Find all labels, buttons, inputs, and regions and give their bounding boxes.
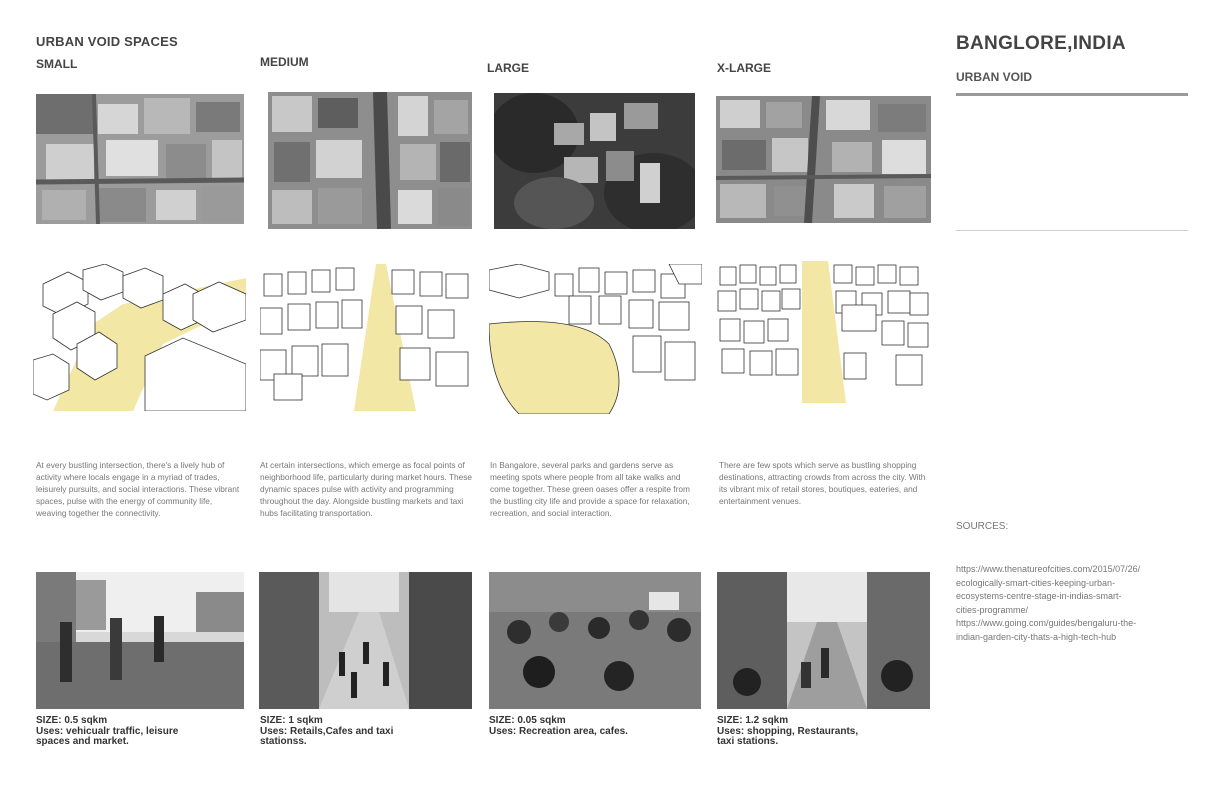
divider-thin xyxy=(956,230,1188,231)
void-diagram-small xyxy=(33,264,246,411)
size-label: SIZE: 0.05 sqkm xyxy=(489,715,566,726)
size-label: SIZE: 1.2 sqkm xyxy=(717,715,789,726)
uses-label: Uses: vehicualr traffic, leisure spaces and market. xyxy=(36,725,179,747)
column-heading-xlarge: X-LARGE xyxy=(717,61,771,75)
uses-label: Uses: Recreation area, cafes. xyxy=(489,725,628,737)
section-subtitle: URBAN VOID xyxy=(956,70,1033,84)
aerial-image-large xyxy=(494,93,695,229)
column-heading-medium: MEDIUM xyxy=(260,55,309,69)
street-photo-xlarge xyxy=(717,572,930,709)
caption-medium xyxy=(260,716,472,748)
description-xlarge: There are few spots which serve as bustling shopping destinations, attracting crowds from across the city. With its vibrant mix of retail stores, boutiques, eateries, and entertainment venues. xyxy=(719,460,926,506)
location-title: BANGLORE,INDIA xyxy=(956,33,1126,54)
street-photo-large xyxy=(489,572,701,709)
size-label: SIZE: 1 sqkm xyxy=(260,715,323,726)
caption-xlarge xyxy=(717,716,930,748)
street-photo-small xyxy=(36,572,244,709)
void-diagram-medium xyxy=(260,264,472,411)
page-title: URBAN VOID SPACES xyxy=(36,34,178,49)
uses-label: Uses: Retails,Cafes and taxi stationss. xyxy=(260,725,394,747)
caption-small xyxy=(36,716,244,748)
divider-thick xyxy=(956,93,1188,96)
column-heading-small: SMALL xyxy=(36,57,78,71)
description-small: At every bustling intersection, there's a lively hub of activity where locals engage in a myriad of trades, leisurely pursuits, and social interactions. These vibrant spaces, pulse with the energy of community life, weaving together the connectivity. xyxy=(36,460,240,518)
void-diagram-xlarge xyxy=(716,261,931,403)
uses-label: Uses: shopping, Restaurants, taxi stations. xyxy=(717,725,859,747)
column-heading-large: LARGE xyxy=(487,61,529,75)
aerial-image-medium xyxy=(268,92,472,229)
caption-large xyxy=(489,716,701,737)
street-photo-medium xyxy=(259,572,472,709)
void-diagram-large xyxy=(489,264,702,414)
size-label: SIZE: 0.5 sqkm xyxy=(36,715,108,726)
aerial-image-xlarge xyxy=(716,96,931,223)
aerial-image-small xyxy=(36,94,244,224)
sources-label: SOURCES: xyxy=(956,521,1009,532)
description-large: In Bangalore, several parks and gardens serve as meeting spots where people from all take walks and come together. These green oases offer a respite from the bustling city life and provide a space for relaxation, recreation, and social interaction. xyxy=(490,460,690,518)
sources-list: https://www.thenatureofcities.com/2015/07/26/ ecologically-smart-cities-keeping-urban- ecosystems-centre-stage-in-indias-smart- cities-programme/ https://www.going.com/guides/bengaluru-the- indian-garden-city-thats-a-high-tech-hub xyxy=(956,564,1141,642)
description-medium: At certain intersections, which emerge as focal points of neighborhood life, particularly during market hours. These dynamic spaces pulse with activity and programming throughout the day. Alongside bustling markets and taxi hubs facilitating transportation. xyxy=(260,460,472,518)
